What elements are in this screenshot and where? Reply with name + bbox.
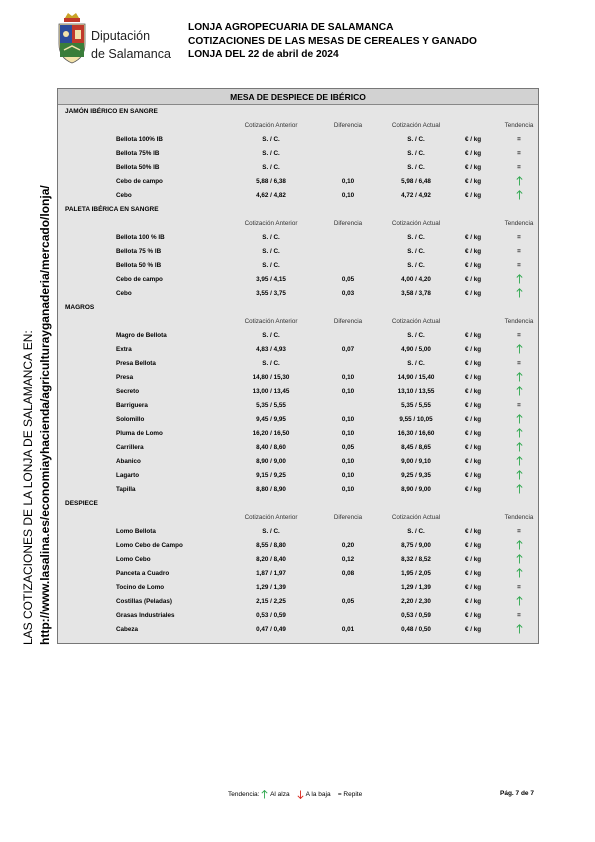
col-header-actual: Cotización Actual (391, 220, 441, 227)
header-line-3: LONJA DEL 22 de abril de 2024 (188, 49, 339, 60)
trend-indicator: = (517, 584, 521, 591)
price-current: S. / C. (407, 234, 425, 241)
col-header-diferencia: Diferencia (333, 220, 363, 227)
legend-repeat: = Repite (337, 791, 363, 798)
price-current: S. / C. (407, 262, 425, 269)
table-section (58, 203, 538, 301)
arrow-up-icon (261, 790, 268, 799)
price-previous: 5,35 / 5,55 (256, 402, 286, 409)
legend (228, 790, 362, 799)
price-previous: S. / C. (262, 248, 280, 255)
price-difference: 0,10 (341, 192, 355, 199)
price-previous: S. / C. (262, 150, 280, 157)
col-header-diferencia: Diferencia (333, 318, 363, 325)
table-row (58, 161, 538, 175)
price-unit: € / kg (464, 234, 482, 241)
trend-up-icon (516, 190, 523, 200)
price-current: 0,53 / 0,59 (401, 612, 431, 619)
trend-indicator: = (517, 262, 521, 269)
table-section (58, 105, 538, 203)
price-previous: 3,55 / 3,75 (256, 290, 286, 297)
table-row (58, 553, 538, 567)
price-unit: € / kg (464, 276, 482, 283)
price-current: 8,32 / 8,52 (401, 556, 431, 563)
table-row (58, 595, 538, 609)
trend-indicator (504, 287, 534, 301)
trend-up-icon (516, 596, 523, 606)
col-header-tendencia: Tendencia (504, 220, 534, 227)
product-name: Cebo (116, 192, 132, 199)
product-name: Barriguera (116, 402, 148, 409)
price-difference: 0,01 (341, 626, 355, 633)
price-difference: 0,10 (341, 458, 355, 465)
product-name: Costillas (Peladas) (116, 598, 172, 605)
trend-indicator: = (517, 150, 521, 157)
table-row (58, 133, 538, 147)
trend-up-icon (516, 288, 523, 298)
price-unit: € / kg (464, 584, 482, 591)
table-row (58, 623, 538, 637)
trend-up-icon (516, 624, 523, 634)
trend-up-icon (516, 554, 523, 564)
price-previous: 9,15 / 9,25 (256, 472, 286, 479)
price-previous: 8,20 / 8,40 (256, 556, 286, 563)
col-header-anterior: Cotización Anterior (244, 318, 298, 325)
table-row (58, 525, 538, 539)
product-name: Bellota 50 % IB (116, 262, 162, 269)
table-row (58, 343, 538, 357)
table-row (58, 567, 538, 581)
price-current: S. / C. (407, 528, 425, 535)
price-previous: 14,80 / 15,30 (252, 374, 290, 381)
price-current: S. / C. (407, 164, 425, 171)
table-row (58, 287, 538, 301)
trend-indicator (504, 455, 534, 469)
price-unit: € / kg (464, 486, 482, 493)
price-previous: 9,45 / 9,95 (256, 416, 286, 423)
price-difference: 0,07 (341, 346, 355, 353)
trend-indicator (504, 567, 534, 581)
trend-indicator: = (517, 360, 521, 367)
trend-indicator (504, 483, 534, 497)
table-row (58, 273, 538, 287)
price-unit: € / kg (464, 612, 482, 619)
price-difference: 0,10 (341, 374, 355, 381)
price-difference: 0,10 (341, 416, 355, 423)
trend-up-icon (516, 470, 523, 480)
price-previous: 3,95 / 4,15 (256, 276, 286, 283)
price-current: 14,90 / 15,40 (397, 374, 435, 381)
trend-indicator (504, 343, 534, 357)
trend-indicator (504, 371, 534, 385)
trend-indicator: = (517, 234, 521, 241)
price-difference: 0,10 (341, 430, 355, 437)
table-row (58, 581, 538, 595)
trend-up-icon (516, 568, 523, 578)
price-current: S. / C. (407, 248, 425, 255)
price-previous: S. / C. (262, 332, 280, 339)
page-number: Pág. 7 de 7 (500, 790, 534, 797)
trend-indicator (504, 595, 534, 609)
table-row (58, 189, 538, 203)
price-current: 5,35 / 5,55 (401, 402, 431, 409)
price-difference: 0,08 (341, 570, 355, 577)
price-unit: € / kg (464, 542, 482, 549)
price-unit: € / kg (464, 598, 482, 605)
price-previous: 4,62 / 4,82 (256, 192, 286, 199)
price-previous: 4,83 / 4,93 (256, 346, 286, 353)
price-unit: € / kg (464, 458, 482, 465)
price-unit: € / kg (464, 164, 482, 171)
product-name: Tapilla (116, 486, 136, 493)
price-previous: S. / C. (262, 136, 280, 143)
price-previous: S. / C. (262, 234, 280, 241)
column-header-row (58, 119, 538, 133)
price-current: S. / C. (407, 332, 425, 339)
table-section (58, 301, 538, 497)
price-unit: € / kg (464, 346, 482, 353)
table-row (58, 259, 538, 273)
product-name: Presa (116, 374, 134, 381)
price-unit: € / kg (464, 332, 482, 339)
price-difference: 0,05 (341, 444, 355, 451)
price-difference: 0,05 (341, 276, 355, 283)
trend-indicator (504, 189, 534, 203)
price-unit: € / kg (464, 626, 482, 633)
trend-up-icon (516, 176, 523, 186)
price-current: S. / C. (407, 136, 425, 143)
product-name: Lomo Cebo (116, 556, 151, 563)
table-row (58, 455, 538, 469)
trend-up-icon (516, 372, 523, 382)
board-title: MESA DE DESPIECE DE IBÉRICO (58, 89, 538, 105)
product-name: Presa Bellota (116, 360, 156, 367)
product-name: Magro de Bellota (116, 332, 167, 339)
trend-indicator (504, 385, 534, 399)
col-header-anterior: Cotización Anterior (244, 220, 298, 227)
price-current: 13,10 / 13,55 (397, 388, 435, 395)
section-title: JAMÓN IBÉRICO EN SANGRE (65, 108, 158, 115)
table-row (58, 413, 538, 427)
coat-of-arms-icon (56, 12, 88, 64)
price-unit: € / kg (464, 402, 482, 409)
price-unit: € / kg (464, 262, 482, 269)
document-header (188, 21, 477, 62)
product-name: Cebo de campo (116, 276, 163, 283)
trend-indicator (504, 623, 534, 637)
price-previous: 8,90 / 9,00 (256, 458, 286, 465)
trend-indicator: = (517, 248, 521, 255)
price-previous: S. / C. (262, 360, 280, 367)
price-unit: € / kg (464, 430, 482, 437)
product-name: Panceta a Cuadro (116, 570, 170, 577)
table-row (58, 609, 538, 623)
price-current: S. / C. (407, 150, 425, 157)
table-row (58, 357, 538, 371)
product-name: Bellota 75% IB (116, 150, 160, 157)
col-header-actual: Cotización Actual (391, 514, 441, 521)
trend-up-icon (516, 274, 523, 284)
table-row (58, 175, 538, 189)
product-name: Lagarto (116, 472, 140, 479)
price-current: 9,55 / 10,05 (399, 416, 433, 423)
column-header-row (58, 315, 538, 329)
trend-indicator: = (517, 164, 521, 171)
column-header-row (58, 217, 538, 231)
price-difference: 0,05 (341, 598, 355, 605)
organization-name: Diputación de Salamanca (91, 29, 171, 61)
trend-indicator: = (517, 528, 521, 535)
price-difference: 0,20 (341, 542, 355, 549)
table-row (58, 385, 538, 399)
trend-up-icon (516, 456, 523, 466)
table-row (58, 231, 538, 245)
price-unit: € / kg (464, 528, 482, 535)
col-header-anterior: Cotización Anterior (244, 122, 298, 129)
legend-label: Tendencia: (228, 791, 260, 798)
price-unit: € / kg (464, 360, 482, 367)
side-caption-text: LAS COTIZACIONES DE LA LONJA DE SALAMANCA EN: (21, 330, 35, 645)
price-previous: S. / C. (262, 528, 280, 535)
price-previous: 8,80 / 8,90 (256, 486, 286, 493)
table-row (58, 329, 538, 343)
product-name: Tocino de Lomo (116, 584, 165, 591)
section-title: DESPIECE (65, 500, 98, 507)
trend-indicator: = (517, 402, 521, 409)
product-name: Cebo (116, 290, 132, 297)
price-current: 3,58 / 3,78 (401, 290, 431, 297)
product-name: Extra (116, 346, 132, 353)
price-previous: 1,87 / 1,97 (256, 570, 286, 577)
trend-indicator (504, 413, 534, 427)
price-current: 8,75 / 9,00 (401, 542, 431, 549)
trend-indicator: = (517, 612, 521, 619)
col-header-tendencia: Tendencia (504, 514, 534, 521)
table-row (58, 371, 538, 385)
side-caption-url[interactable]: http://www.lasalina.es/economiayhacienda/agriculturayganaderia/mercado/lonja/ (38, 185, 52, 645)
price-unit: € / kg (464, 388, 482, 395)
price-current: 1,29 / 1,39 (401, 584, 431, 591)
price-previous: 16,20 / 16,50 (252, 430, 290, 437)
col-header-actual: Cotización Actual (391, 318, 441, 325)
price-current: 2,20 / 2,30 (401, 598, 431, 605)
trend-indicator: = (517, 136, 521, 143)
price-difference: 0,10 (341, 472, 355, 479)
price-previous: S. / C. (262, 164, 280, 171)
price-unit: € / kg (464, 150, 482, 157)
price-difference: 0,03 (341, 290, 355, 297)
price-previous: S. / C. (262, 262, 280, 269)
trend-up-icon (516, 540, 523, 550)
price-current: 16,30 / 16,60 (397, 430, 435, 437)
price-current: 4,90 / 5,00 (401, 346, 431, 353)
price-unit: € / kg (464, 374, 482, 381)
price-unit: € / kg (464, 178, 482, 185)
product-name: Bellota 50% IB (116, 164, 160, 171)
price-current: 4,00 / 4,20 (401, 276, 431, 283)
col-header-actual: Cotización Actual (391, 122, 441, 129)
trend-indicator (504, 427, 534, 441)
arrow-down-icon (297, 790, 304, 799)
price-previous: 13,00 / 13,45 (252, 388, 290, 395)
product-name: Bellota 100% IB (116, 136, 163, 143)
column-header-row (58, 511, 538, 525)
col-header-tendencia: Tendencia (504, 318, 534, 325)
price-difference: 0,10 (341, 388, 355, 395)
price-previous: 1,29 / 1,39 (256, 584, 286, 591)
table-row (58, 441, 538, 455)
sections-container (58, 105, 538, 637)
price-previous: 5,88 / 6,38 (256, 178, 286, 185)
price-current: 9,00 / 9,10 (401, 458, 431, 465)
trend-indicator: = (517, 332, 521, 339)
price-unit: € / kg (464, 570, 482, 577)
product-name: Grasas Industriales (116, 612, 175, 619)
price-unit: € / kg (464, 416, 482, 423)
product-name: Bellota 75 % IB (116, 248, 162, 255)
price-previous: 0,53 / 0,59 (256, 612, 286, 619)
trend-indicator (504, 441, 534, 455)
price-current: S. / C. (407, 360, 425, 367)
price-current: 4,72 / 4,92 (401, 192, 431, 199)
table-row (58, 469, 538, 483)
price-previous: 2,15 / 2,25 (256, 598, 286, 605)
table-row (58, 483, 538, 497)
price-difference: 0,10 (341, 178, 355, 185)
price-previous: 8,40 / 8,60 (256, 444, 286, 451)
trend-indicator (504, 553, 534, 567)
trend-up-icon (516, 428, 523, 438)
price-unit: € / kg (464, 444, 482, 451)
price-unit: € / kg (464, 136, 482, 143)
trend-indicator (504, 273, 534, 287)
product-name: Lomo Cebo de Campo (116, 542, 183, 549)
trend-up-icon (516, 442, 523, 452)
trend-up-icon (516, 484, 523, 494)
price-previous: 0,47 / 0,49 (256, 626, 286, 633)
trend-indicator (504, 539, 534, 553)
table-row (58, 147, 538, 161)
table-row (58, 399, 538, 413)
price-current: 0,48 / 0,50 (401, 626, 431, 633)
header-line-1: LONJA AGROPECUARIA DE SALAMANCA (188, 22, 394, 33)
table-row (58, 427, 538, 441)
col-header-tendencia: Tendencia (504, 122, 534, 129)
trend-up-icon (516, 414, 523, 424)
table-section (58, 497, 538, 637)
product-name: Lomo Bellota (116, 528, 156, 535)
price-current: 8,90 / 9,00 (401, 486, 431, 493)
product-name: Cebo de campo (116, 178, 163, 185)
product-name: Abanico (116, 458, 141, 465)
trend-up-icon (516, 344, 523, 354)
price-current: 5,98 / 6,48 (401, 178, 431, 185)
trend-indicator (504, 469, 534, 483)
price-unit: € / kg (464, 472, 482, 479)
product-name: Solomillo (116, 416, 145, 423)
col-header-diferencia: Diferencia (333, 514, 363, 521)
legend-up: Al alza (270, 791, 290, 798)
product-name: Pluma de Lomo (116, 430, 163, 437)
header-line-2: COTIZACIONES DE LAS MESAS DE CEREALES Y GANADO (188, 35, 477, 47)
trend-indicator (504, 175, 534, 189)
price-unit: € / kg (464, 192, 482, 199)
price-unit: € / kg (464, 290, 482, 297)
price-difference: 0,12 (341, 556, 355, 563)
section-title: MAGROS (65, 304, 95, 311)
price-current: 1,95 / 2,05 (401, 570, 431, 577)
table-row (58, 245, 538, 259)
diputacion-logo (56, 12, 171, 66)
price-unit: € / kg (464, 248, 482, 255)
price-current: 9,25 / 9,35 (401, 472, 431, 479)
legend-down: A la baja (305, 791, 331, 798)
col-header-anterior: Cotización Anterior (244, 514, 298, 521)
price-current: 8,45 / 8,65 (401, 444, 431, 451)
table-row (58, 539, 538, 553)
product-name: Bellota 100 % IB (116, 234, 165, 241)
col-header-diferencia: Diferencia (333, 122, 363, 129)
product-name: Carrillera (116, 444, 144, 451)
price-board (57, 88, 539, 644)
side-caption (20, 185, 60, 645)
trend-up-icon (516, 386, 523, 396)
price-unit: € / kg (464, 556, 482, 563)
section-title: PALETA IBÉRICA EN SANGRE (65, 206, 159, 213)
price-difference: 0,10 (341, 486, 355, 493)
product-name: Cabeza (116, 626, 139, 633)
price-previous: 8,55 / 8,80 (256, 542, 286, 549)
product-name: Secreto (116, 388, 140, 395)
